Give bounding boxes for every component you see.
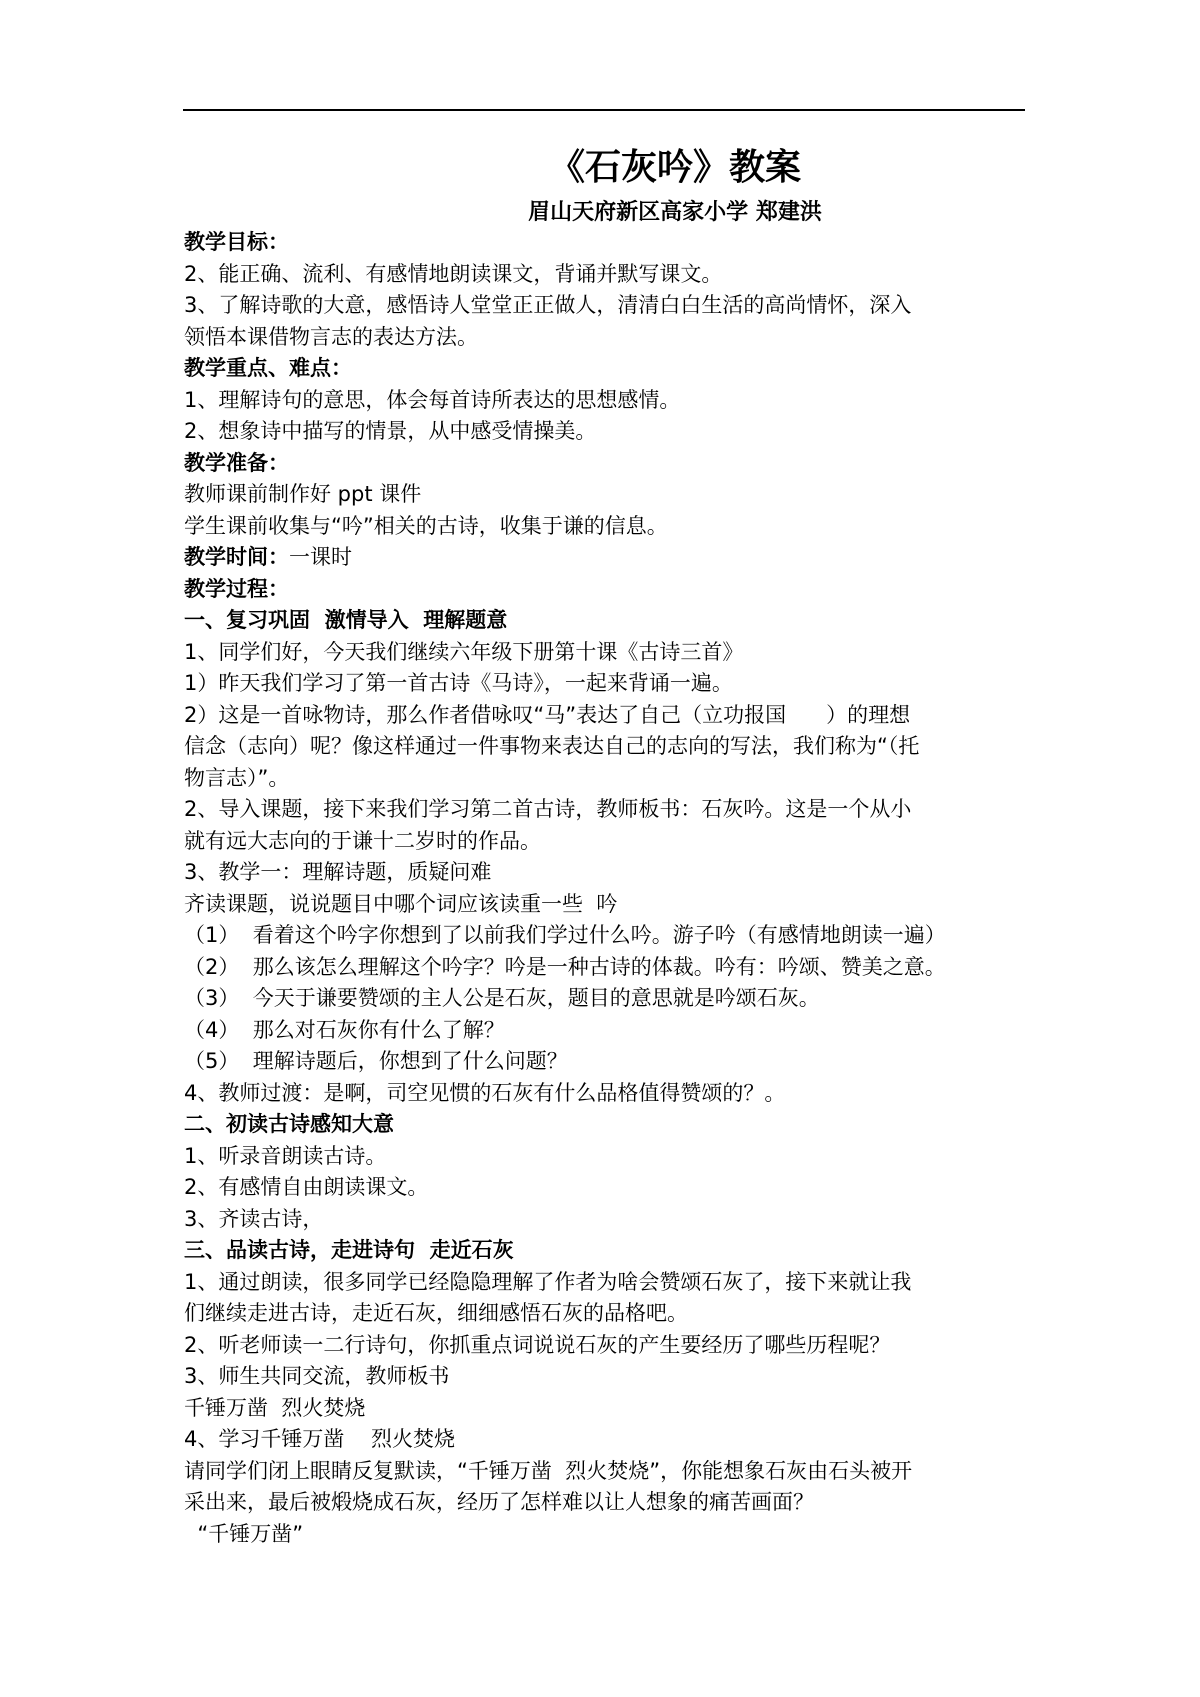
line-text: 齐读课题，说说题目中哪个词应该读重一些 吟 — [184, 891, 618, 916]
line-text: 3、教学一：理解诗题，质疑问难 — [184, 860, 492, 884]
line-text: 教师课前制作好 ppt 课件 — [184, 482, 422, 506]
section-heading — [184, 448, 1026, 480]
text-line — [184, 1487, 1026, 1519]
line-text: 4、学习千锤万凿 烈火焚烧 — [184, 1427, 456, 1451]
line-text: 物言志）”。 — [184, 765, 290, 790]
text-line — [184, 1204, 1026, 1236]
text-line — [184, 731, 1026, 763]
text-line — [184, 1330, 1026, 1362]
document-title: 《石灰吟》教案 — [548, 147, 801, 188]
text-line — [184, 1015, 1026, 1047]
text-line — [184, 1078, 1026, 1110]
line-text: （1） 看着这个吟字你想到了以前我们学过什么吟。游子吟（有感情地朗读一遍） — [184, 923, 946, 947]
section-heading — [184, 542, 1026, 574]
line-text: 3、齐读古诗， — [184, 1206, 324, 1231]
text-line — [184, 1393, 1026, 1425]
section-heading — [184, 605, 1026, 637]
text-line — [184, 889, 1026, 921]
text-line — [184, 290, 1026, 322]
text-line — [184, 668, 1026, 700]
text-line — [184, 511, 1026, 543]
text-line — [184, 479, 1026, 511]
line-text: 1）昨天我们学习了第一首古诗《马诗》，一起来背诵一遍。 — [184, 671, 733, 695]
text-line — [184, 1141, 1026, 1173]
line-text: 教学目标： — [184, 230, 289, 254]
section-heading — [184, 1109, 1026, 1141]
line-text: 1、通过朗读，很多同学已经隐隐理解了作者为啥会赞颂石灰了，接下来就让我 — [184, 1269, 912, 1294]
line-text: 们继续走进古诗，走近石灰，细细感悟石灰的品格吧。 — [184, 1301, 688, 1325]
line-text: 1、听录音朗读古诗。 — [184, 1143, 387, 1168]
text-line — [184, 952, 1026, 984]
line-text: （4） 那么对石灰你有什么了解？ — [184, 1017, 505, 1042]
line-text: 信念（志向）呢？像这样通过一件事物来表达自己的志向的写法，我们称为“（托 — [184, 734, 920, 758]
line-text: 采出来，最后被煅烧成石灰，经历了怎样难以让人想象的痛苦画面？ — [184, 1490, 814, 1514]
text-line — [184, 1298, 1026, 1330]
text-line — [184, 794, 1026, 826]
line-text: 三、品读古诗，走进诗句 走近石灰 — [184, 1238, 514, 1262]
line-text: 教学过程： — [184, 576, 289, 601]
line-text: 1、理解诗句的意思，体会每首诗所表达的思想感情。 — [184, 387, 681, 412]
document-body — [184, 227, 1026, 1550]
text-line — [184, 1361, 1026, 1393]
line-text: 就有远大志向的于谦十二岁时的作品。 — [184, 828, 541, 853]
text-line — [184, 1519, 1026, 1551]
author-line: 眉山天府新区高家小学 郑建洪 — [528, 200, 822, 225]
line-text: 一、复习巩固 激情导入 理解题意 — [184, 608, 508, 632]
line-text: 二、初读古诗感知大意 — [184, 1112, 394, 1136]
text-line — [184, 322, 1026, 354]
text-line — [184, 1456, 1026, 1488]
section-heading — [184, 1235, 1026, 1267]
section-heading — [184, 227, 1026, 259]
text-line — [184, 637, 1026, 669]
line-text: 2、有感情自由朗读课文。 — [184, 1175, 429, 1199]
line-text: 4、教师过渡：是啊，司空见惯的石灰有什么品格值得赞颂的？。 — [184, 1080, 786, 1105]
line-text: 教学准备： — [184, 450, 289, 475]
line-text: （5） 理解诗题后，你想到了什么问题？ — [184, 1049, 568, 1073]
line-text: 3、了解诗歌的大意，感悟诗人堂堂正正做人，清清白白生活的高尚情怀，深入 — [184, 293, 912, 317]
line-text: 学生课前收集与“吟”相关的古诗，收集于谦的信息。 — [184, 513, 668, 538]
text-line — [184, 1046, 1026, 1078]
section-heading — [184, 353, 1026, 385]
text-line — [184, 857, 1026, 889]
line-text: 1、同学们好，今天我们继续六年级下册第十课《古诗三首》 — [184, 639, 744, 664]
line-text: 教学时间： — [184, 545, 289, 569]
text-line — [184, 983, 1026, 1015]
line-text: （2） 那么该怎么理解这个吟字？吟是一种古诗的体裁。吟有：吟颂、赞美之意。 — [184, 954, 946, 979]
line-text: 领悟本课借物言志的表达方法。 — [184, 324, 478, 349]
text-line — [184, 1267, 1026, 1299]
text-line — [184, 1424, 1026, 1456]
text-line — [184, 826, 1026, 858]
line-text: 2）这是一首咏物诗，那么作者借咏叹“马”表达了自己（立功报国 ）的理想 — [184, 702, 911, 727]
line-text: 2、导入课题，接下来我们学习第二首古诗，教师板书：石灰吟。这是一个从小 — [184, 797, 912, 821]
line-value: 一课时 — [289, 545, 352, 569]
text-line — [184, 259, 1026, 291]
line-text: 2、听老师读一二行诗句，你抓重点词说说石灰的产生要经历了哪些历程呢？ — [184, 1332, 891, 1357]
line-text: 请同学们闭上眼睛反复默读，“千锤万凿 烈火焚烧”，你能想象石灰由石头被开 — [184, 1458, 913, 1483]
line-text: 千锤万凿 烈火焚烧 — [184, 1395, 366, 1420]
section-heading — [184, 574, 1026, 606]
text-line — [184, 763, 1026, 795]
text-line — [184, 920, 1026, 952]
line-text: 教学重点、难点： — [184, 356, 352, 380]
line-text: （3） 今天于谦要赞颂的主人公是石灰，题目的意思就是吟颂石灰。 — [184, 986, 820, 1010]
line-text: 2、想象诗中描写的情景，从中感受情操美。 — [184, 419, 597, 443]
header-rule — [183, 109, 1025, 111]
line-text: 3、师生共同交流，教师板书 — [184, 1364, 450, 1388]
text-line — [184, 1172, 1026, 1204]
text-line — [184, 700, 1026, 732]
text-line — [184, 416, 1026, 448]
text-line — [184, 385, 1026, 417]
line-text: 2、能正确、流利、有感情地朗读课文，背诵并默写课文。 — [184, 261, 723, 286]
line-text: “千锤万凿” — [184, 1521, 304, 1546]
